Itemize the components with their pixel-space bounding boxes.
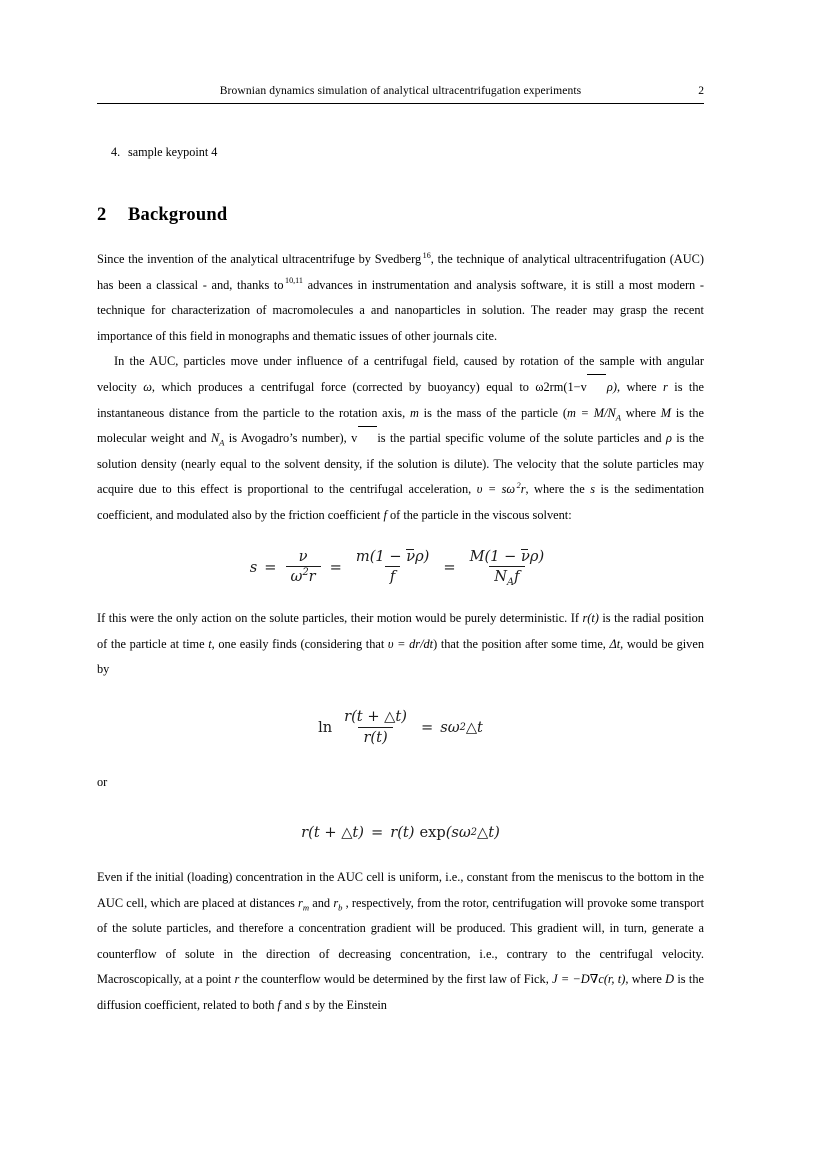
eq1-den1-r: r xyxy=(308,568,316,586)
p4-segment-8: by the Einstein xyxy=(309,998,387,1012)
v-bar-overline xyxy=(587,375,607,401)
inline-delta-t: Δt xyxy=(609,636,621,651)
symbol-omega: ω xyxy=(143,379,152,394)
p2-segment-10: is the solution density (nearly equal to the solvent density, if the solution is dilute). The velocity that the solute particles may acquire due to this effect is proportional to the centrifugal acceleration, xyxy=(97,431,704,497)
p4-segment-4: the counterflow would be determined by the first law of Fick, xyxy=(239,972,553,987)
p3-segment-3: , one easily finds (considering that xyxy=(211,636,388,651)
p4-segment-2: and xyxy=(309,895,334,910)
keypoint-list xyxy=(97,144,704,160)
eq2-rhs-b: △t xyxy=(465,719,483,737)
variable-r-meniscus: r xyxy=(298,895,303,910)
eq1-equals-1: = xyxy=(264,558,277,576)
v-bar-overline-2 xyxy=(357,426,377,452)
p1-segment-1: Since the invention of the analytical ultracentrifuge by Svedberg xyxy=(97,252,422,266)
paragraph-intro xyxy=(97,247,704,349)
eq1-equals-2: = xyxy=(329,558,342,576)
eq1-den3-subscript-A: A xyxy=(507,577,515,589)
eq1-num3-a: M(1 − xyxy=(469,547,522,565)
variable-m: m xyxy=(409,405,419,420)
variable-D: D xyxy=(665,972,675,987)
eq3-rhs-a: r(t) xyxy=(390,824,415,842)
equation-exponential-position xyxy=(97,822,704,841)
p1-segment-2: , the technique of analytical ultracentrifugation (AUC) has been a classical - and, thanks to xyxy=(97,252,704,292)
p2-segment-12: is the sedimentation coefficient, and modulated also by the friction coefficient xyxy=(97,482,705,522)
eq3-exp-operator: exp xyxy=(419,824,446,842)
eq1-num3-b: ρ) xyxy=(529,547,545,565)
subscript-A: A xyxy=(219,437,225,448)
variable-N: N xyxy=(210,431,220,446)
inline-velocity-expression-a: υ = sω xyxy=(476,482,516,497)
subscript-avogadro-a: A xyxy=(615,412,621,423)
p2-segment-3: , where xyxy=(616,379,664,394)
p3-segment-2: is the radial position of the particle at time xyxy=(97,611,704,651)
eq1-numerator-2 xyxy=(351,549,434,567)
eq1-fraction-3 xyxy=(465,549,550,587)
citation-marker-10-11[interactable]: 10,11 xyxy=(285,276,303,286)
p4-segment-1: Even if the initial (loading) concentration in the AUC cell is uniform, i.e., constant from the meniscus to the bottom in the AUC cell, which are placed at distances xyxy=(97,870,704,910)
inline-r-of-t: r(t) xyxy=(582,611,599,626)
p2-segment-9: is the partial specific volume of the solute particles and xyxy=(377,431,666,446)
section-title: Background xyxy=(128,205,228,225)
eq1-den3-N: N xyxy=(494,568,508,586)
eq1-denominator-2: f xyxy=(385,566,400,586)
variable-r: r xyxy=(663,379,668,394)
p2-segment-11: , where the xyxy=(525,482,591,497)
variable-f: f xyxy=(383,507,387,522)
list-item xyxy=(97,144,704,160)
inline-force-expression-a: ω2rm(1−v xyxy=(535,379,587,394)
variable-M: M xyxy=(660,405,672,420)
eq1-num2-a: m(1 − xyxy=(355,547,407,565)
eq2-ln-operator: ln xyxy=(318,719,333,737)
eq2-equals: = xyxy=(420,719,434,737)
paragraph-deterministic-motion xyxy=(97,606,704,683)
eq1-fraction-2 xyxy=(351,549,434,587)
inline-force-expression-b: ρ) xyxy=(606,379,617,394)
page-content-column xyxy=(97,0,704,1019)
variable-r-bottom: r xyxy=(333,895,339,910)
inline-derivative-expression: υ = dr/dt xyxy=(387,636,434,651)
eq3-rhs-c: △t) xyxy=(477,824,500,842)
p4-segment-3: , respectively, from the rotor, centrifugation will provoke some transport of the solute particles, and therefore a concentration gradient will be produced. This gradient will, in turn, generate a counterflow of solute in the direction of decreasing concentration, i.e., contrary to the centrifugal velocity. Macroscopically, at a point xyxy=(97,895,704,987)
p2-segment-8: is Avogadro’s number), v xyxy=(224,431,358,446)
p2-segment-13: of the particle in the viscous solvent: xyxy=(386,507,572,522)
p3-segment-5: , would be given by xyxy=(97,636,704,677)
eq1-denominator-3 xyxy=(489,566,524,589)
inline-fick-law-a: J = −D∇c(r xyxy=(552,972,612,987)
variable-f-2: f xyxy=(277,998,281,1012)
eq1-num2-nu-bar: ν xyxy=(406,547,416,565)
variable-s-2: s xyxy=(304,998,310,1012)
eq1-equals-3: = xyxy=(443,558,456,576)
equation-sedimentation-coefficient xyxy=(97,549,704,587)
velocity-exponent: 2 xyxy=(516,481,521,491)
p2-segment-4: is the instantaneous distance from the particle to the rotation axis, xyxy=(97,379,704,420)
variable-t: t xyxy=(208,636,212,651)
eq1-numerator-3 xyxy=(465,549,550,567)
p4-segment-5: , where xyxy=(625,972,666,987)
eq1-lhs: s xyxy=(249,558,258,576)
variable-s: s xyxy=(590,482,596,497)
symbol-rho: ρ xyxy=(665,431,672,446)
eq2-fraction xyxy=(339,709,412,747)
running-header xyxy=(97,84,704,114)
eq1-den1-omega: ω xyxy=(290,568,303,586)
eq2-denominator: r(t) xyxy=(358,727,392,747)
equation-log-ratio xyxy=(97,709,704,747)
eq1-den1-exponent: 2 xyxy=(302,567,309,579)
p2-segment-7: is the molecular weight and xyxy=(97,405,704,446)
eq1-denominator-1 xyxy=(286,566,321,586)
eq1-num3-nu-bar: ν xyxy=(521,547,530,565)
list-item-label: sample keypoint 4 xyxy=(128,145,218,159)
eq1-fraction-1 xyxy=(286,549,321,587)
inline-velocity-expression-b: r xyxy=(520,482,526,497)
p3-segment-4: ) that the position after some time, xyxy=(433,636,610,651)
p4-segment-6: is the diffusion coefficient, related to both xyxy=(97,972,704,1012)
inline-fick-law-b: , t) xyxy=(611,972,626,987)
list-item-marker: 4. xyxy=(111,145,121,159)
variable-r-point: r xyxy=(234,972,240,987)
section-heading xyxy=(97,204,704,226)
header-rule-divider xyxy=(97,103,704,104)
eq3-rhs-b: (sω xyxy=(445,824,471,842)
p2-segment-1: In the AUC, particles move under influence of a centrifugal field, caused by rotation of the sample with angular velocity xyxy=(97,354,704,394)
eq3-equals: = xyxy=(371,824,384,842)
citation-marker-16[interactable]: 16 xyxy=(422,250,431,260)
eq1-den3-f: f xyxy=(514,568,520,586)
p2-segment-5: is the mass of the particle ( xyxy=(418,405,567,420)
p2-segment-2: , which produces a centrifugal force (corrected by buoyancy) equal to xyxy=(151,379,536,394)
page-number: 2 xyxy=(698,84,704,97)
subscript-m: m xyxy=(302,902,310,913)
p3-segment-1: If this were the only action on the solute particles, their motion would be purely deterministic. If xyxy=(97,611,583,626)
subscript-b: b xyxy=(338,902,343,913)
p4-segment-7: and xyxy=(280,998,305,1012)
equation-3-row: r(t + △t) = r(t) exp (sω 2 △t) xyxy=(301,824,500,842)
equation-1-row xyxy=(250,549,551,587)
eq2-numerator: r(t + △t) xyxy=(344,707,407,725)
eq3-lhs: r(t + △t) xyxy=(301,824,364,842)
eq2-rhs-a: sω xyxy=(440,719,460,737)
connector-or: or xyxy=(97,775,108,790)
running-header-title: Brownian dynamics simulation of analytical ultracentrifugation experiments xyxy=(219,84,582,97)
paragraph-concentration-gradient xyxy=(97,865,704,1019)
equation-2-row: ln $\frac{r(t + \triangle t)}{r(t)}$ = sω 2 △t xyxy=(318,707,483,746)
eq1-numerator-1: ν xyxy=(298,547,308,565)
p2-segment-6: where xyxy=(621,405,661,420)
paragraph-auc-forces xyxy=(97,349,704,528)
inline-mass-expression: m = M/N xyxy=(566,405,616,420)
section-number: 2 xyxy=(97,205,107,225)
p1-segment-3: advances in instrumentation and analysis software, it is still a most modern - technique for characterization of macromolecules a and nanoparticles in solution. The reader may grasp the recent importance of this field in monographs and thematic issues of other journals cite. xyxy=(97,277,704,343)
eq1-num2-b: ρ) xyxy=(415,547,430,565)
